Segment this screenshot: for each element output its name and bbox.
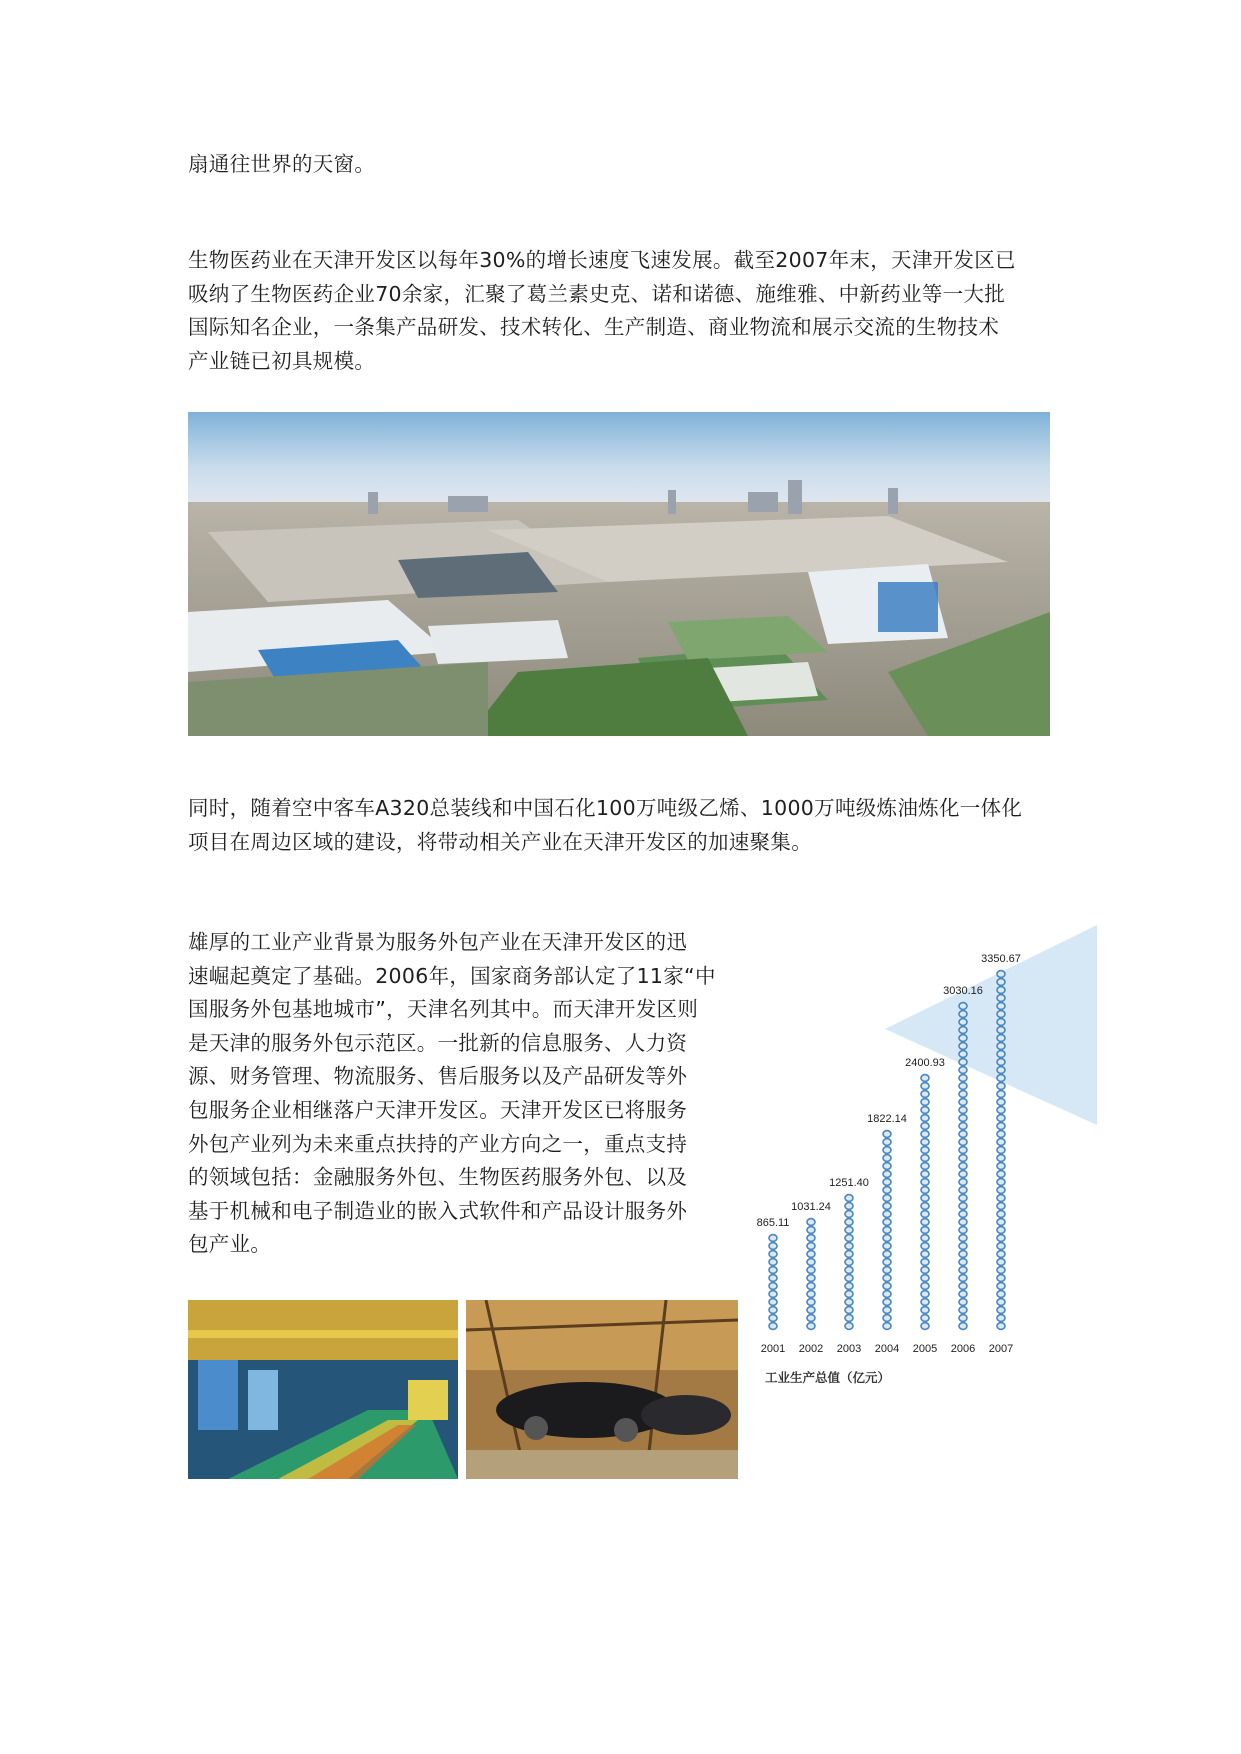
chart-bar-2004 bbox=[883, 1131, 891, 1330]
outsource-line: 基于机械和电子制造业的嵌入式软件和产品设计服务外 bbox=[188, 1198, 688, 1223]
chart-bar-bead bbox=[959, 1227, 967, 1234]
bio-line: 国际知名企业，一条集产品研发、技术转化、生产制造、商业物流和展示交流的生物技术 bbox=[188, 315, 1000, 340]
chart-bar-bead bbox=[997, 1155, 1005, 1162]
intro-line: 扇通往世界的天窗。 bbox=[188, 152, 376, 176]
chart-x-tick-label: 2006 bbox=[950, 1343, 976, 1355]
chart-bar-bead bbox=[883, 1131, 891, 1138]
chart-bar-bead bbox=[959, 1323, 967, 1330]
chart-bar-bead bbox=[959, 1043, 967, 1050]
chart-bar-bead bbox=[997, 1323, 1005, 1330]
outsource-line: 源、财务管理、物流服务、售后服务以及产品研发等外 bbox=[188, 1064, 688, 1089]
chart-x-tick-label: 2002 bbox=[798, 1343, 824, 1355]
industrial-output-chart bbox=[745, 925, 1097, 1410]
chart-bar-bead bbox=[921, 1139, 929, 1146]
chart-bar-bead bbox=[997, 1099, 1005, 1106]
chart-bar-bead bbox=[959, 1091, 967, 1098]
chart-bar-bead bbox=[997, 1315, 1005, 1322]
chart-bar-bead bbox=[997, 1235, 1005, 1242]
chart-bar-bead bbox=[769, 1251, 777, 1258]
chart-value-label: 1251.40 bbox=[829, 1177, 869, 1189]
chart-bar-bead bbox=[921, 1275, 929, 1282]
chart-bar-bead bbox=[997, 1059, 1005, 1066]
chart-x-axis-label: 工业生产总值（亿元） bbox=[765, 1371, 891, 1385]
intro-paragraph bbox=[188, 148, 375, 182]
chart-bar-bead bbox=[845, 1203, 853, 1210]
chart-bar-bead bbox=[845, 1267, 853, 1274]
chart-bar-bead bbox=[921, 1083, 929, 1090]
chart-bar-bead bbox=[997, 1019, 1005, 1026]
chart-bar-bead bbox=[883, 1147, 891, 1154]
chart-bar-bead bbox=[997, 995, 1005, 1002]
chart-bar-bead bbox=[997, 979, 1005, 986]
chart-bar-bead bbox=[997, 1227, 1005, 1234]
chart-bar-bead bbox=[883, 1235, 891, 1242]
chart-bar-bead bbox=[769, 1235, 777, 1242]
chart-bar-bead bbox=[883, 1139, 891, 1146]
chart-bar-bead bbox=[807, 1267, 815, 1274]
chart-bar-bead bbox=[959, 1027, 967, 1034]
chart-x-tick-labels bbox=[761, 1343, 1013, 1355]
outsource-line: 国服务外包基地城市”，天津名列其中。而天津开发区则 bbox=[188, 997, 699, 1022]
chart-bar-bead bbox=[883, 1291, 891, 1298]
chart-bar-bead bbox=[997, 1219, 1005, 1226]
chart-bar-bead bbox=[997, 1147, 1005, 1154]
chart-bar-bead bbox=[997, 1027, 1005, 1034]
chart-bar-bead bbox=[921, 1115, 929, 1122]
chart-bar-bead bbox=[959, 1299, 967, 1306]
chart-bar-bead bbox=[769, 1315, 777, 1322]
chart-bar-bead bbox=[959, 1187, 967, 1194]
chart-bar-bead bbox=[997, 1283, 1005, 1290]
outsource-line: 是天津的服务外包示范区。一批新的信息服务、人力资 bbox=[188, 1030, 688, 1055]
chart-bar-bead bbox=[997, 1043, 1005, 1050]
chart-bar-bead bbox=[959, 1155, 967, 1162]
chart-bar-bead bbox=[997, 1259, 1005, 1266]
chart-bar-bead bbox=[883, 1219, 891, 1226]
chart-bar-2006 bbox=[959, 1003, 967, 1330]
chart-bar-bead bbox=[959, 1267, 967, 1274]
chart-bar-2003 bbox=[845, 1195, 853, 1330]
chart-bar-bead bbox=[921, 1179, 929, 1186]
chart-bar-bead bbox=[769, 1243, 777, 1250]
chart-bar-bead bbox=[769, 1323, 777, 1330]
chart-bar-bead bbox=[845, 1299, 853, 1306]
chart-bar-bead bbox=[921, 1163, 929, 1170]
chart-bar-bead bbox=[883, 1163, 891, 1170]
chart-bar-bead bbox=[959, 1307, 967, 1314]
chart-bar-bead bbox=[959, 1011, 967, 1018]
chart-bar-bead bbox=[959, 1243, 967, 1250]
chart-bar-bead bbox=[959, 1219, 967, 1226]
outsource-line: 包产业。 bbox=[188, 1232, 272, 1257]
chart-bar-bead bbox=[883, 1299, 891, 1306]
chart-bar-bead bbox=[921, 1235, 929, 1242]
chart-bar-bead bbox=[997, 971, 1005, 978]
chart-bar-bead bbox=[959, 1083, 967, 1090]
chart-bar-bead bbox=[921, 1203, 929, 1210]
chart-bar-bead bbox=[921, 1147, 929, 1154]
chart-bar-bead bbox=[769, 1259, 777, 1266]
chart-bar-bead bbox=[769, 1267, 777, 1274]
chart-bar-bead bbox=[921, 1171, 929, 1178]
chart-x-tick-label: 2005 bbox=[912, 1343, 938, 1355]
chart-x-tick-label: 2004 bbox=[874, 1343, 900, 1355]
chart-bar-bead bbox=[921, 1259, 929, 1266]
chart-bar-bead bbox=[845, 1235, 853, 1242]
chart-bar-bead bbox=[769, 1307, 777, 1314]
chart-bar-bead bbox=[959, 1003, 967, 1010]
chart-bar-bead bbox=[997, 1067, 1005, 1074]
chart-bar-bead bbox=[883, 1251, 891, 1258]
chart-bar-bead bbox=[807, 1259, 815, 1266]
chart-bar-bead bbox=[921, 1195, 929, 1202]
chart-x-tick-label: 2001 bbox=[760, 1343, 786, 1355]
chart-bar-bead bbox=[959, 1075, 967, 1082]
chart-bar-bead bbox=[807, 1323, 815, 1330]
chart-value-label: 3030.16 bbox=[943, 985, 983, 997]
chart-bar-bead bbox=[883, 1195, 891, 1202]
chart-bar-bead bbox=[769, 1283, 777, 1290]
chart-bar-bead bbox=[921, 1227, 929, 1234]
chart-bar-bead bbox=[959, 1019, 967, 1026]
chart-bar-bead bbox=[959, 1099, 967, 1106]
chart-bar-bead bbox=[807, 1299, 815, 1306]
chart-bar-bead bbox=[959, 1179, 967, 1186]
chart-bar-bead bbox=[997, 1115, 1005, 1122]
bio-line: 生物医药业在天津开发区以每年30%的增长速度飞速发展。截至2007年末，天津开发区已 bbox=[188, 248, 1016, 272]
chart-bar-2002 bbox=[807, 1219, 815, 1330]
chart-bar-bead bbox=[807, 1315, 815, 1322]
chart-bar-2001 bbox=[769, 1235, 777, 1330]
chart-bar-bead bbox=[921, 1075, 929, 1082]
chart-bar-bead bbox=[959, 1059, 967, 1066]
chart-bar-bead bbox=[845, 1243, 853, 1250]
chart-bar-bead bbox=[997, 1171, 1005, 1178]
chart-bar-bead bbox=[997, 1291, 1005, 1298]
chart-bar-bead bbox=[997, 1307, 1005, 1314]
chart-bar-bead bbox=[845, 1195, 853, 1202]
chart-bar-bead bbox=[921, 1099, 929, 1106]
bio-line: 产业链已初具规模。 bbox=[188, 348, 376, 373]
chart-bar-bead bbox=[807, 1283, 815, 1290]
chart-bar-bead bbox=[921, 1307, 929, 1314]
chart-bar-bead bbox=[959, 1235, 967, 1242]
outsource-line: 包服务企业相继落户天津开发区。天津开发区已将服务 bbox=[188, 1097, 688, 1122]
chart-bar-bead bbox=[845, 1259, 853, 1266]
chart-bar-bead bbox=[921, 1131, 929, 1138]
chart-bar-bead bbox=[959, 1275, 967, 1282]
chart-bar-2007 bbox=[997, 971, 1005, 1330]
chart-bar-bead bbox=[883, 1227, 891, 1234]
chart-bar-bead bbox=[845, 1291, 853, 1298]
chart-bar-bead bbox=[997, 1211, 1005, 1218]
chart-bar-bead bbox=[997, 1083, 1005, 1090]
a320-line: 同时，随着空中客车A320总装线和中国石化100万吨级乙烯、1000万吨级炼油炼化一体化 bbox=[188, 796, 1023, 820]
chart-bar-bead bbox=[921, 1283, 929, 1290]
chart-bar-bead bbox=[997, 1251, 1005, 1258]
chart-bar-bead bbox=[959, 1195, 967, 1202]
chart-bar-bead bbox=[883, 1155, 891, 1162]
chart-bar-bead bbox=[921, 1219, 929, 1226]
chart-bar-bead bbox=[997, 1163, 1005, 1170]
chart-bar-bead bbox=[921, 1299, 929, 1306]
chart-bar-bead bbox=[997, 1187, 1005, 1194]
chart-bar-bead bbox=[921, 1211, 929, 1218]
chart-bar-bead bbox=[807, 1291, 815, 1298]
chart-bar-bead bbox=[959, 1315, 967, 1322]
outsource-line: 的领域包括：金融服务外包、生物医药服务外包、以及 bbox=[188, 1165, 688, 1190]
chart-bar-bead bbox=[883, 1283, 891, 1290]
chart-bar-bead bbox=[997, 1179, 1005, 1186]
factory-workshop-photo bbox=[188, 1300, 458, 1479]
chart-bar-bead bbox=[959, 1251, 967, 1258]
chart-bar-bead bbox=[959, 1131, 967, 1138]
outsource-line: 外包产业列为未来重点扶持的产业方向之一，重点支持 bbox=[188, 1131, 688, 1156]
service-outsourcing-paragraph bbox=[188, 926, 716, 1262]
outsource-line: 雄厚的工业产业背景为服务外包产业在天津开发区的迅 bbox=[188, 930, 688, 954]
chart-bar-bead bbox=[883, 1275, 891, 1282]
chart-bar-bead bbox=[959, 1123, 967, 1130]
chart-bar-bead bbox=[807, 1227, 815, 1234]
chart-bar-bead bbox=[959, 1035, 967, 1042]
chart-bar-bead bbox=[997, 1243, 1005, 1250]
chart-bar-bead bbox=[959, 1051, 967, 1058]
biomedicine-paragraph bbox=[188, 244, 1016, 378]
chart-value-label: 2400.93 bbox=[905, 1057, 945, 1069]
chart-bar-bead bbox=[921, 1323, 929, 1330]
chart-bar-bead bbox=[807, 1307, 815, 1314]
chart-bar-bead bbox=[959, 1163, 967, 1170]
chart-bar-bead bbox=[959, 1067, 967, 1074]
chart-bar-bead bbox=[997, 1075, 1005, 1082]
chart-bar-bead bbox=[921, 1155, 929, 1162]
chart-bar-bead bbox=[997, 1195, 1005, 1202]
chart-value-label: 3350.67 bbox=[981, 953, 1021, 965]
chart-bar-bead bbox=[959, 1291, 967, 1298]
chart-bar-bead bbox=[769, 1275, 777, 1282]
chart-bar-bead bbox=[997, 1139, 1005, 1146]
chart-bar-bead bbox=[997, 1091, 1005, 1098]
bio-line: 吸纳了生物医药企业70余家，汇聚了葛兰素史克、诺和诺德、施维雅、中新药业等一大批 bbox=[188, 281, 1006, 306]
chart-bar-bead bbox=[845, 1211, 853, 1218]
chart-bar-2005 bbox=[921, 1075, 929, 1330]
chart-bar-bead bbox=[921, 1091, 929, 1098]
chart-bar-bead bbox=[997, 1051, 1005, 1058]
chart-bar-bead bbox=[845, 1219, 853, 1226]
chart-value-label: 865.11 bbox=[756, 1217, 790, 1229]
chart-bar-bead bbox=[883, 1211, 891, 1218]
chart-bar-bead bbox=[921, 1187, 929, 1194]
chart-bar-bead bbox=[883, 1323, 891, 1330]
chart-bar-bead bbox=[769, 1291, 777, 1298]
chart-bar-bead bbox=[959, 1203, 967, 1210]
chart-bar-bead bbox=[997, 987, 1005, 994]
chart-bar-bead bbox=[997, 1107, 1005, 1114]
chart-bar-bead bbox=[997, 1267, 1005, 1274]
chart-bar-bead bbox=[883, 1267, 891, 1274]
chart-bar-bead bbox=[845, 1251, 853, 1258]
chart-bar-bead bbox=[883, 1171, 891, 1178]
chart-bar-bead bbox=[997, 1003, 1005, 1010]
chart-bar-bead bbox=[959, 1211, 967, 1218]
chart-bar-bead bbox=[921, 1291, 929, 1298]
chart-bar-bead bbox=[807, 1219, 815, 1226]
chart-bar-bead bbox=[883, 1203, 891, 1210]
chart-bar-bead bbox=[845, 1315, 853, 1322]
chart-value-label: 1031.24 bbox=[791, 1201, 831, 1213]
chart-bar-bead bbox=[807, 1235, 815, 1242]
chart-bar-bead bbox=[921, 1243, 929, 1250]
outsource-line: 速崛起奠定了基础。2006年，国家商务部认定了11家“中 bbox=[188, 963, 716, 988]
chart-bar-bead bbox=[807, 1243, 815, 1250]
chart-bar-bead bbox=[883, 1307, 891, 1314]
chart-bar-bead bbox=[997, 1299, 1005, 1306]
chart-bar-bead bbox=[921, 1267, 929, 1274]
chart-bar-bead bbox=[959, 1283, 967, 1290]
chart-bar-bead bbox=[997, 1275, 1005, 1282]
chart-bar-bead bbox=[807, 1275, 815, 1282]
chart-bar-bead bbox=[997, 1011, 1005, 1018]
chart-bar-bead bbox=[997, 1123, 1005, 1130]
chart-bar-bead bbox=[845, 1283, 853, 1290]
chart-bar-bead bbox=[921, 1123, 929, 1130]
chart-bar-bead bbox=[959, 1107, 967, 1114]
a320-line: 项目在周边区域的建设，将带动相关产业在天津开发区的加速聚集。 bbox=[188, 829, 812, 854]
chart-value-label: 1822.14 bbox=[867, 1113, 907, 1125]
chart-bar-bead bbox=[921, 1315, 929, 1322]
chart-bar-bead bbox=[883, 1315, 891, 1322]
chart-bar-bead bbox=[997, 1131, 1005, 1138]
industrial-park-aerial-photo bbox=[188, 412, 1050, 736]
chart-bar-bead bbox=[807, 1251, 815, 1258]
chart-bar-bead bbox=[845, 1307, 853, 1314]
chart-bar-bead bbox=[769, 1299, 777, 1306]
chart-bar-bead bbox=[845, 1227, 853, 1234]
chart-bar-bead bbox=[883, 1179, 891, 1186]
chart-bar-bead bbox=[959, 1259, 967, 1266]
chart-bar-bead bbox=[997, 1035, 1005, 1042]
chart-x-tick-label: 2003 bbox=[836, 1343, 862, 1355]
chart-bar-bead bbox=[845, 1275, 853, 1282]
chart-bar-bead bbox=[883, 1259, 891, 1266]
chart-bar-bead bbox=[959, 1147, 967, 1154]
chart-bar-bead bbox=[845, 1323, 853, 1330]
chart-bar-bead bbox=[997, 1203, 1005, 1210]
chart-bar-bead bbox=[883, 1187, 891, 1194]
chart-x-tick-label: 2007 bbox=[988, 1343, 1014, 1355]
a320-paragraph bbox=[188, 792, 1022, 859]
chart-bar-bead bbox=[921, 1107, 929, 1114]
chart-bar-bead bbox=[959, 1171, 967, 1178]
car-assembly-line-photo bbox=[466, 1300, 738, 1479]
chart-bar-bead bbox=[959, 1115, 967, 1122]
chart-bar-bead bbox=[921, 1251, 929, 1258]
chart-bar-bead bbox=[883, 1243, 891, 1250]
chart-bar-bead bbox=[959, 1139, 967, 1146]
